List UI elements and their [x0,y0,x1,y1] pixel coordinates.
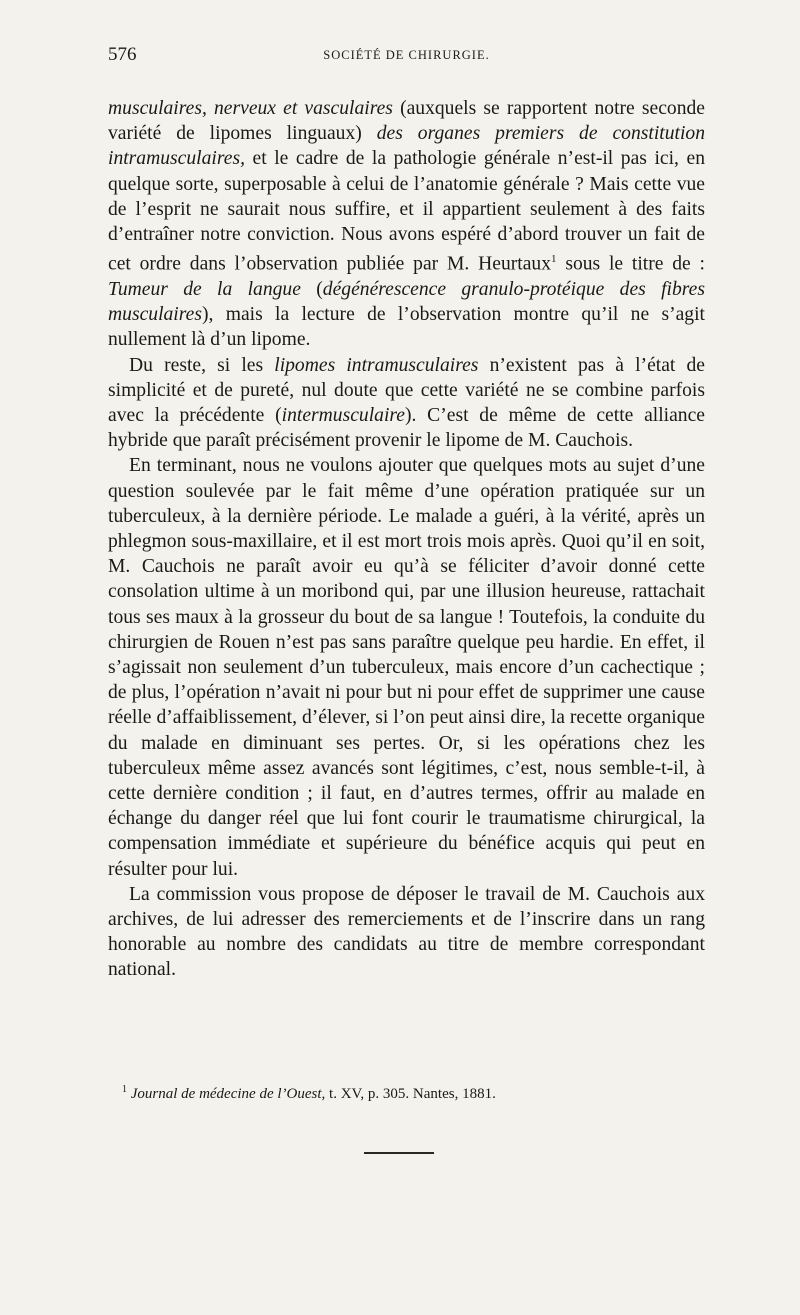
italic-span: dégénérescence granulo-protéique des fibres musculaires [108,278,705,326]
paragraph [108,453,705,881]
text-span: (auxquels se rapportent notre seconde variété de lipomes linguaux) [108,98,705,145]
text-span: ). C’est de même de cette alliance hybride que paraît précisément provenir le lipome de M. Cauchois. [108,404,705,452]
text-span: ( [300,278,323,300]
footnote-reference: 1 [551,253,557,266]
end-rule [364,1152,434,1154]
page-header [108,44,705,74]
text-span: ), mais la lecture de l’observation montre qu’il ne s’agit nullement là d’un lipome. [108,304,705,351]
text-span: La commission vous propose de déposer le travail de M. Cauchois aux archives, de lui adresser des remerciements et de l’inscrire dans un rang honorable au nombre des candidats au titre de membre correspondant national. [108,883,705,981]
footnote-text [131,1086,496,1102]
text-span: et le cadre de la pathologie générale n’est-il pas ici, en quelque sorte, superposable à celui de l’anatomie générale ? Mais cette vue de l’esprit ne saurait nous suffire, et il appartient seulement à des faits d’entraîner notre conviction. Nous avons espéré d’abord trouver un fait de cet ordre dans l’observation publiée par M. Heurtaux [108,148,705,275]
body-text [108,96,705,983]
paragraph [108,353,705,454]
italic-span: lipomes intramusculaires [274,354,479,376]
text-span: Du reste, si les [129,354,275,376]
italic-span: intermusculaire [281,404,405,426]
text-span: t. XV, p. 305. Nantes, 1881. [325,1086,496,1102]
footnote [108,1084,705,1103]
text-span: sous le titre de : [556,253,706,275]
page-number: 576 [108,44,137,65]
running-title: SOCIÉTÉ DE CHIRURGIE. [323,48,490,62]
italic-span: des organes premiers de constitution intramusculaires, [108,123,705,170]
text-span: En terminant, nous ne voulons ajouter que quelques mots au sujet d’une question soulevée par le fait même d’une opération pratiquée sur un tuberculeux, à la dernière période. Le malade a guéri, à la vérité, après un phlegmon sous-maxillaire, et il est mort trois mois après. Quoi qu’il en soit, M. Cauchois ne paraît avoir eu qu’à se féliciter d’avoir donné cette consolation ultime à un moribond qui, par une illusion heureuse, rattachait tous ses maux à la grosseur du bout de sa langue ! Toutefois, la conduite du chirurgien de Rouen n’est pas sans paraître quelque peu hardie. En effet, il s’agissait non seulement d’un tuberculeux, mais encore d’un cachectique ; de plus, l’opération n’avait ni pour but ni pour effet de supprimer une cause réelle d’affaiblissement, d’élever, si l’on peut ainsi dire, la recette organique du malade en diminuant ses pertes. Or, si les opérations chez les tuberculeux même assez avancés sont légitimes, c’est, nous semble-t-il, à cette dernière condition ; il faut, en d’autres termes, offrir au malade en échange du danger réel que lui font courir le traumatisme chirurgical, la compensation immédiate et supérieure du bénéfice acquis qui peut en résulter pour lui. [108,455,705,880]
footnote-marker: 1 [122,1084,127,1095]
italic-span: musculaires, nerveux et vasculaires [108,98,393,119]
italic-span: Tumeur de la langue [108,278,301,300]
paragraph [108,96,705,353]
text-span: n’existent pas à l’état de simplicité et de pureté, nul doute que cette variété ne se combine parfois avec la précédente ( [108,354,705,426]
paragraph [108,882,705,983]
italic-span: Journal de médecine de l’Ouest, [130,1086,326,1102]
